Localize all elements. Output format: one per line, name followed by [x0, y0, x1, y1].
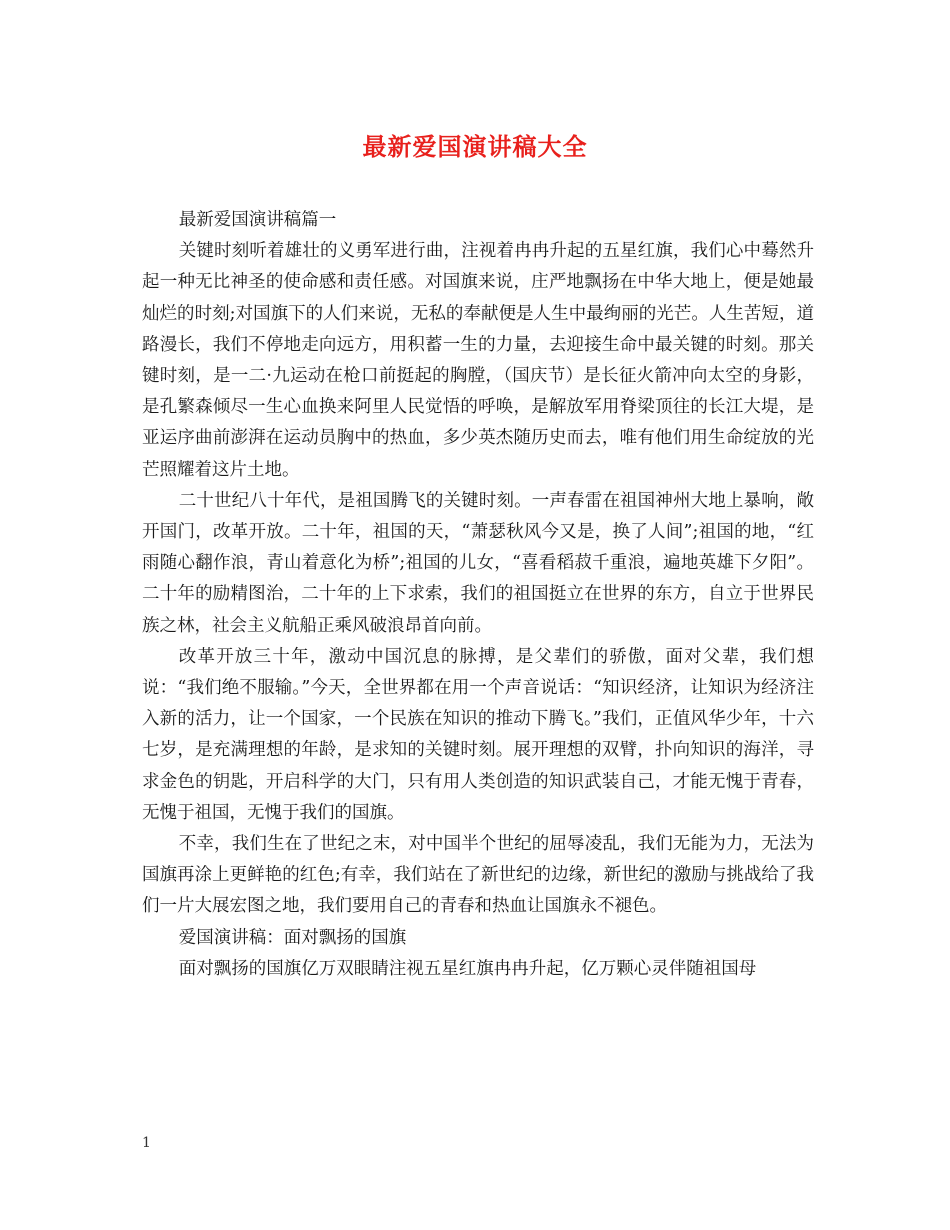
body-paragraph: 不幸，我们生在了世纪之末，对中国半个世纪的屈辱凌乱，我们无能为力，无法为国旗再涂上更鲜艳的红色;有幸，我们站在了新世纪的边缘，新世纪的激励与挑战给了我们一片大展宏图之地，我们要用自己的青春和热血让国旗永不褪色。 — [142, 834, 814, 917]
section-heading: 爱国演讲稿：面对飘扬的国旗 — [178, 927, 407, 948]
body-paragraph: 面对飘扬的国旗亿万双眼睛注视五星红旗冉冉升起，亿万颗心灵伴随祖国母 — [178, 958, 757, 979]
document-title: 最新爱国演讲稿大全 — [362, 133, 588, 161]
body-paragraph: 改革开放三十年，激动中国沉息的脉搏，是父辈们的骄傲，面对父辈，我们想说：“我们绝不服输。”今天，全世界都在用一个声音说话：“知识经济，让知识为经济注入新的活力，让一个国家，一个民族在知识的推动下腾飞。”我们，正值风华少年，十六七岁，是充满理想的年龄，是求知的关键时刻。展开理想的双臂，扑向知识的海洋，寻求金色的钥匙，开启科学的大门，只有用人类创造的知识武装自己，才能无愧于青春，无愧于祖国，无愧于我们的国旗。 — [142, 646, 814, 823]
body-paragraph: 关键时刻听着雄壮的义勇军进行曲，注视着冉冉升起的五星红旗，我们心中蓦然升起一种无比神圣的使命感和责任感。对国旗来说，庄严地飘扬在中华大地上，便是她最灿烂的时刻;对国旗下的人们来说，无私的奉献便是人生中最绚丽的光芒。人生苦短，道路漫长，我们不停地走向远方，用积蓄一生的力量，去迎接生命中最关键的时刻。那关键时刻，是一二·九运动在枪口前挺起的胸膛，（国庆节）是长征火箭冲向太空的身影，是孔繁森倾尽一生心血换来阿里人民觉悟的呼唤，是解放军用脊梁顶往的长江大堤，是亚运序曲前澎湃在运动员胸中的热血，多少英杰随历史而去，唯有他们用生命绽放的光芒照耀着这片土地。 — [142, 241, 814, 480]
document-body — [142, 205, 814, 985]
section-heading: 最新爱国演讲稿篇一 — [178, 210, 337, 230]
body-paragraph: 二十世纪八十年代，是祖国腾飞的关键时刻。一声春雷在祖国神州大地上暴响，敞开国门，改革开放。二十年，祖国的天，“萧瑟秋风今又是，换了人间”;祖国的地，“红雨随心翻作浪，青山着意化为桥”;祖国的儿女，“喜看稻菽千重浪，遍地英雄下夕阳”。二十年的励精图治，二十年的上下求索，我们的祖国挺立在世界的东方，自立于世界民族之林，社会主义航船正乘风破浪昂首向前。 — [142, 490, 814, 636]
page-number: 1 — [142, 1135, 151, 1151]
